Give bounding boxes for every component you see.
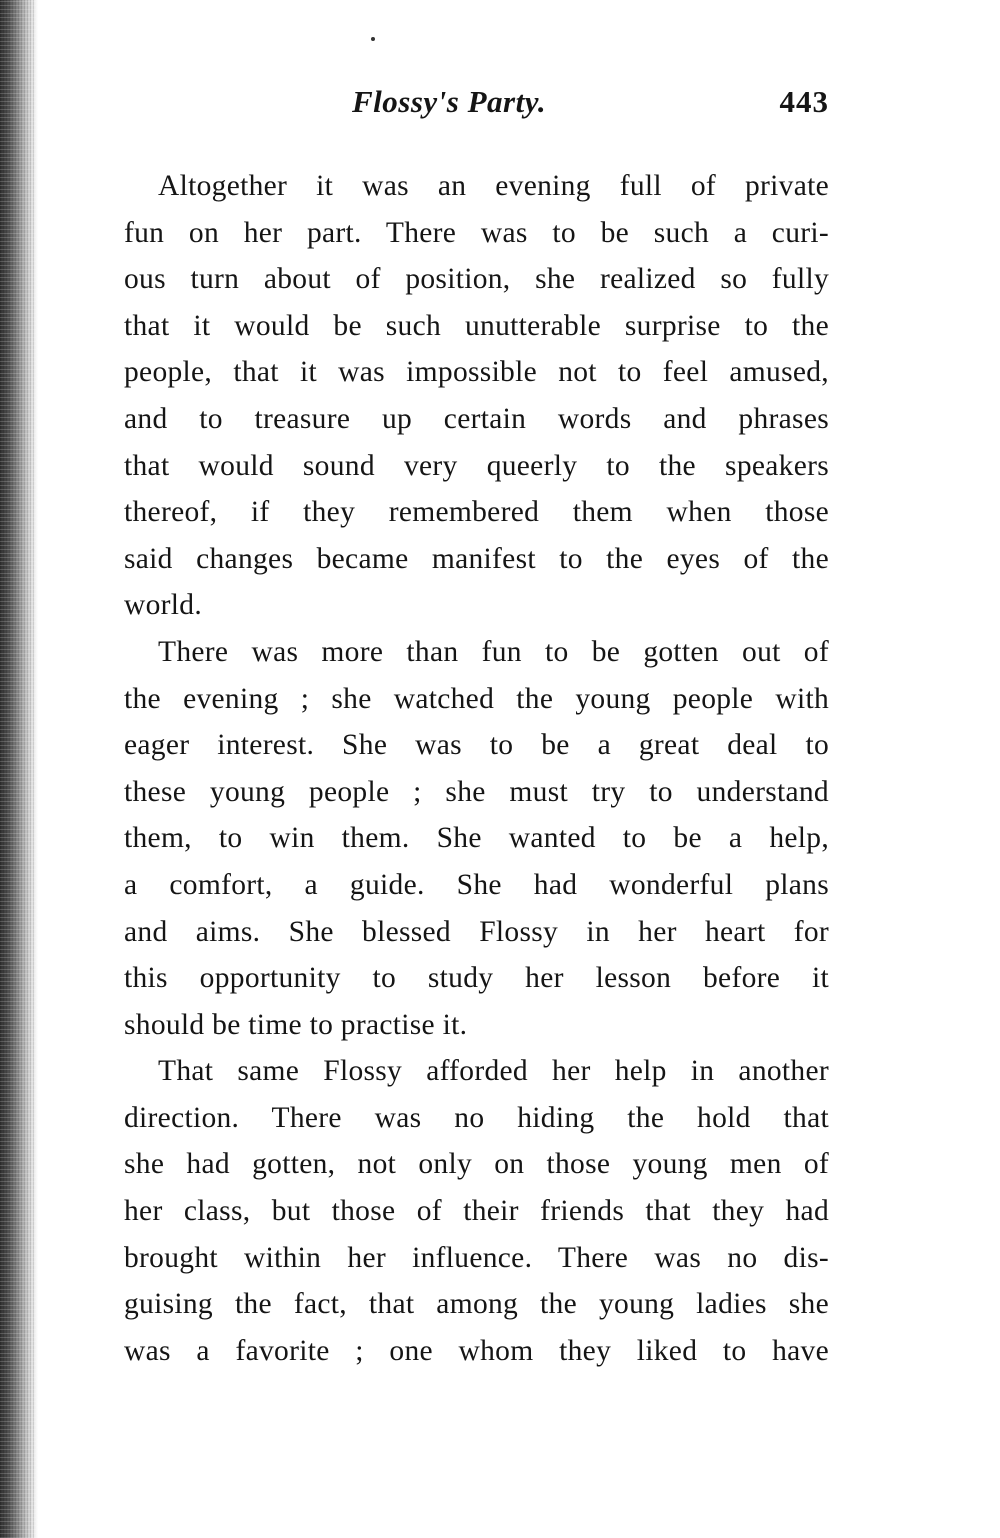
stray-mark [371,37,375,41]
text-line: she had gotten, not only on those young men of [124,1148,829,1181]
text-line: that it would be such unutterable surprise to the [124,309,829,342]
text-line: people, that it was impossible not to feel amused, [124,356,829,389]
text-line: was a favorite ; one whom they liked to have [124,1334,829,1367]
paragraph-1 [124,163,829,629]
body-text [124,163,829,1374]
text-line: should be time to practise it. [124,1008,468,1041]
text-line: that would sound very queerly to the speakers [124,449,829,482]
paragraph-3 [124,1048,829,1374]
text-line: There was more than fun to be gotten out of [158,635,829,668]
binding-gutter-texture [0,0,36,1538]
text-line: them, to win them. She wanted to be a help, [124,822,829,855]
text-line: said changes became manifest to the eyes of the [124,542,829,575]
text-line: fun on her part. There was to be such a curi- [124,216,829,249]
text-line: eager interest. She was to be a great deal to [124,729,829,762]
text-line: a comfort, a guide. She had wonderful plans [124,868,829,901]
page-number: 443 [779,84,829,119]
running-head [124,84,829,124]
text-line: and to treasure up certain words and phrases [124,402,829,435]
text-line: her class, but those of their friends that they had [124,1195,829,1228]
text-line: the evening ; she watched the young people with [124,682,829,715]
text-line: brought within her influence. There was no dis- [124,1241,829,1274]
text-line: guising the fact, that among the young ladies she [124,1288,829,1321]
text-line: ous turn about of position, she realized so fully [124,263,829,296]
text-line: this opportunity to study her lesson before it [124,962,829,995]
text-line: world. [124,589,202,622]
text-line: Altogether it was an evening full of private [158,170,829,202]
text-line: That same Flossy afforded her help in another [158,1055,829,1088]
text-line: direction. There was no hiding the hold that [124,1101,829,1134]
text-line: these young people ; she must try to understand [124,775,829,808]
running-title: Flossy's Party. [352,84,547,119]
paragraph-2 [124,629,829,1048]
text-line: thereof, if they remembered them when those [124,496,829,529]
text-line: and aims. She blessed Flossy in her heart for [124,915,829,948]
